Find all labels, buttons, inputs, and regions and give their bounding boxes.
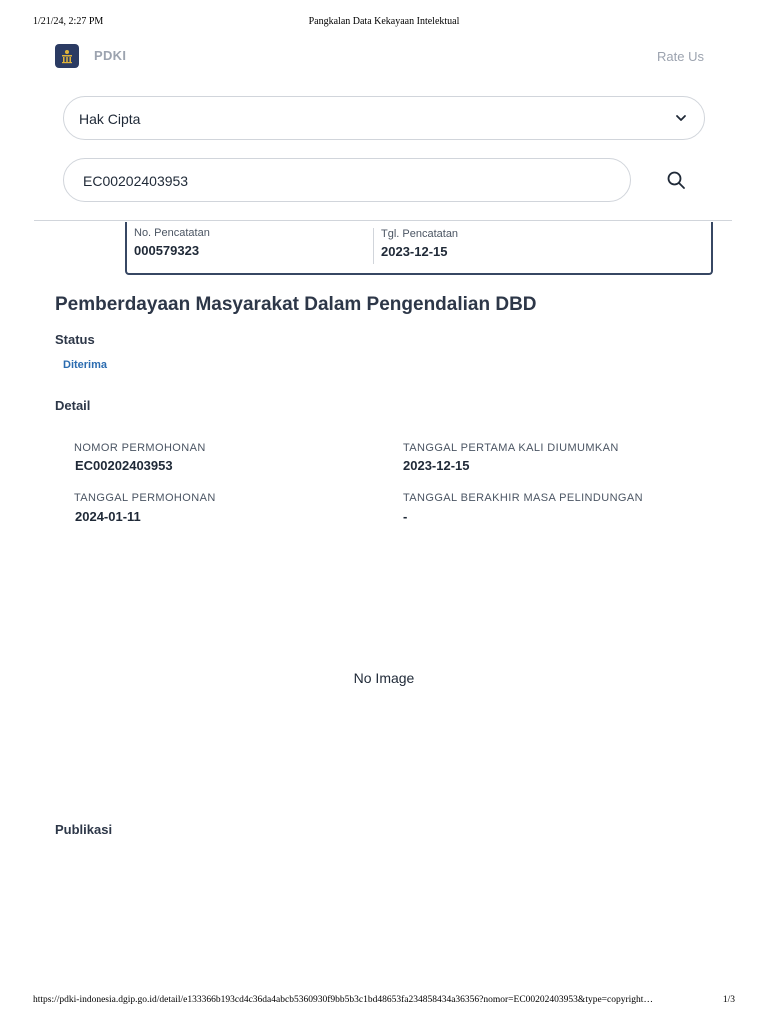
print-datetime: 1/21/24, 2:27 PM [33, 16, 104, 27]
brand-name[interactable]: PDKI [94, 48, 127, 63]
first-announced-date-label: TANGGAL PERTAMA KALI DIUMUMKAN [403, 442, 619, 454]
application-number-value: EC00202403953 [75, 458, 173, 473]
page-title: Pemberdayaan Masyarakat Dalam Pengendalian DBD [55, 294, 537, 315]
registration-date-block [373, 228, 458, 264]
search-input[interactable] [63, 158, 631, 202]
registration-summary-card [125, 222, 713, 275]
rate-us-link[interactable]: Rate Us [657, 49, 704, 64]
search-input-value: EC00202403953 [83, 173, 189, 189]
image-placeholder: No Image [353, 670, 415, 686]
publication-heading: Publikasi [55, 822, 113, 837]
detail-heading: Detail [55, 398, 91, 413]
print-page-number: 1/3 [722, 995, 735, 1005]
print-url: https://pdki-indonesia.dgip.go.id/detail/e133366b193cd4c36da4abcb5360930f9bb5b3c1bd48653fa234858434a36356?nomor=EC00202403953&type=copyright… [33, 995, 653, 1005]
registration-date-label: Tgl. Pencatatan [381, 228, 459, 240]
protection-end-date-value: - [403, 509, 408, 524]
application-date-value: 2024-01-11 [75, 509, 141, 524]
search-button[interactable] [660, 166, 692, 194]
ip-type-selected-value: Hak Cipta [79, 111, 141, 127]
header-divider [34, 220, 732, 221]
print-header [33, 16, 735, 30]
registration-date-value: 2023-12-15 [381, 244, 448, 259]
ministry-emblem-icon[interactable] [55, 44, 79, 68]
print-footer [33, 995, 735, 1009]
application-date-label: TANGGAL PERMOHONAN [74, 492, 216, 504]
top-navbar [55, 42, 704, 70]
status-heading: Status [55, 332, 95, 347]
protection-end-date-label: TANGGAL BERAKHIR MASA PELINDUNGAN [403, 492, 643, 504]
ip-type-select[interactable] [63, 96, 705, 140]
chevron-down-icon [674, 111, 688, 125]
application-number-label: NOMOR PERMOHONAN [74, 442, 206, 454]
first-announced-date-value: 2023-12-15 [403, 458, 470, 473]
registration-number-label: No. Pencatatan [134, 227, 210, 239]
print-document-title: Pangkalan Data Kekayaan Intelektual [308, 16, 460, 27]
search-icon [666, 170, 686, 190]
status-badge: Diterima [63, 359, 108, 371]
registration-number-block [134, 227, 210, 258]
registration-number-value: 000579323 [134, 243, 200, 258]
